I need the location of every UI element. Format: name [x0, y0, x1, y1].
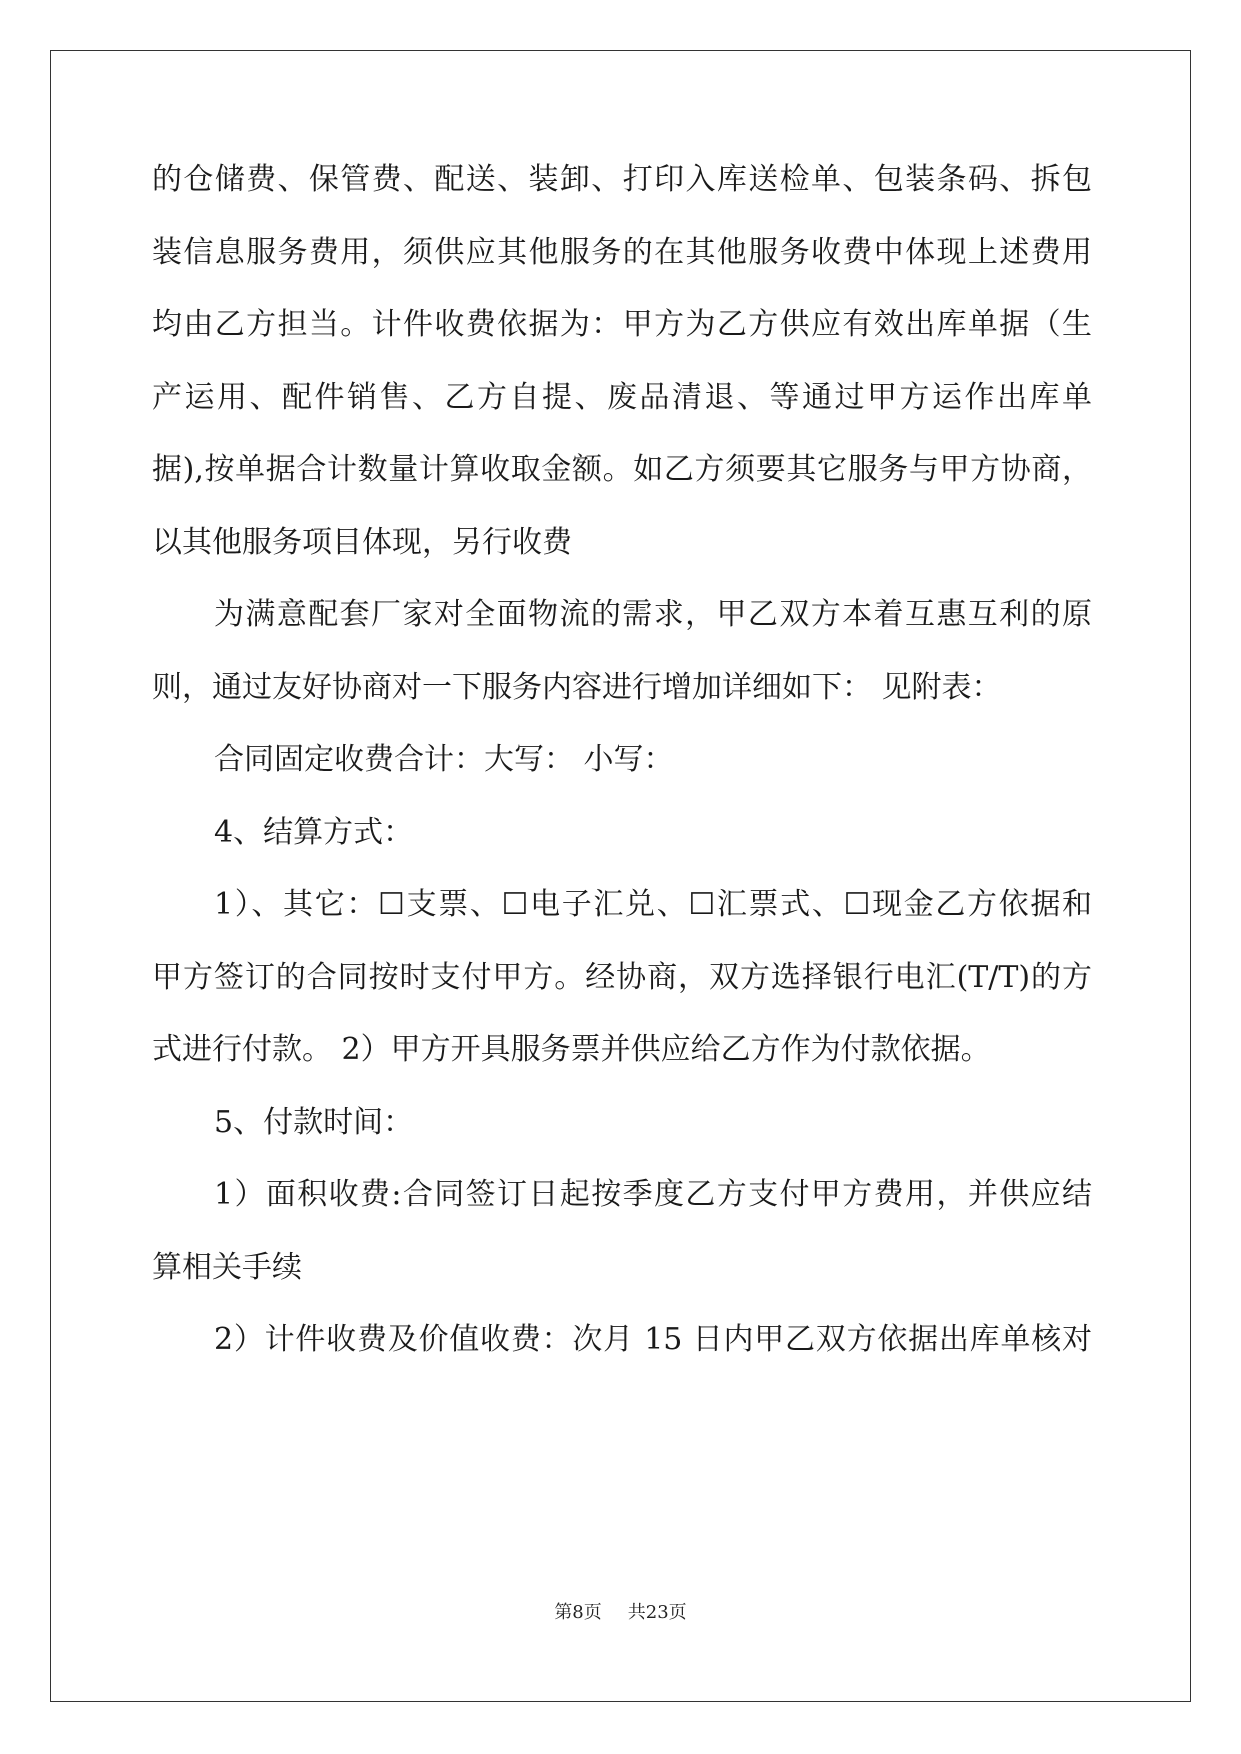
text-line: 产运用、配件销售、乙方自提、废品清退、等通过甲方运作出库单: [152, 379, 1092, 415]
text-line: 装信息服务费用，须供应其他服务的在其他服务收费中体现上述费用: [152, 234, 1092, 270]
text-line: 为满意配套厂家对全面物流的需求，甲乙双方本着互惠互利的原: [214, 597, 1092, 632]
text-line: 的仓储费、保管费、配送、装卸、打印入库送检单、包装条码、拆包: [152, 162, 1092, 197]
page-footer: [0, 1598, 1241, 1624]
text-line: 均由乙方担当。计件收费依据为：甲方为乙方供应有效出库单据（生: [152, 307, 1092, 342]
text-line: 2）计件收费及价值收费：次月 15 日内甲乙双方依据出库单核对: [214, 1322, 1092, 1357]
text-line: 则，通过友好协商对一下服务内容进行增加详细如下： 见附表：: [152, 669, 1002, 705]
text-line: 式进行付款。 2）甲方开具服务票并供应给乙方作为付款依据。: [152, 1032, 991, 1067]
page-total: 共23页: [627, 1602, 687, 1623]
text-line: 合同固定收费合计：大写： 小写：: [214, 742, 674, 777]
text-line: 5、付款时间：: [214, 1104, 414, 1140]
text-line: 甲方签订的合同按时支付甲方。经协商，双方选择银行电汇(T/T)的方: [152, 959, 1092, 995]
page-number: 第8页: [554, 1602, 602, 1623]
text-line: 1）、其它：☐支票、☐电子汇兑、☐汇票式、☐现金乙方依据和: [214, 887, 1092, 922]
text-line: 算相关手续: [152, 1249, 302, 1285]
text-line: 4、结算方式：: [214, 814, 414, 850]
page-border: [50, 50, 1191, 1702]
text-line: 以其他服务项目体现，另行收费: [152, 524, 572, 560]
text-line: 1）面积收费:合同签订日起按季度乙方支付甲方费用，并供应结: [214, 1177, 1092, 1212]
text-line: 据),按单据合计数量计算收取金额。如乙方须要其它服务与甲方协商，: [152, 452, 1092, 487]
